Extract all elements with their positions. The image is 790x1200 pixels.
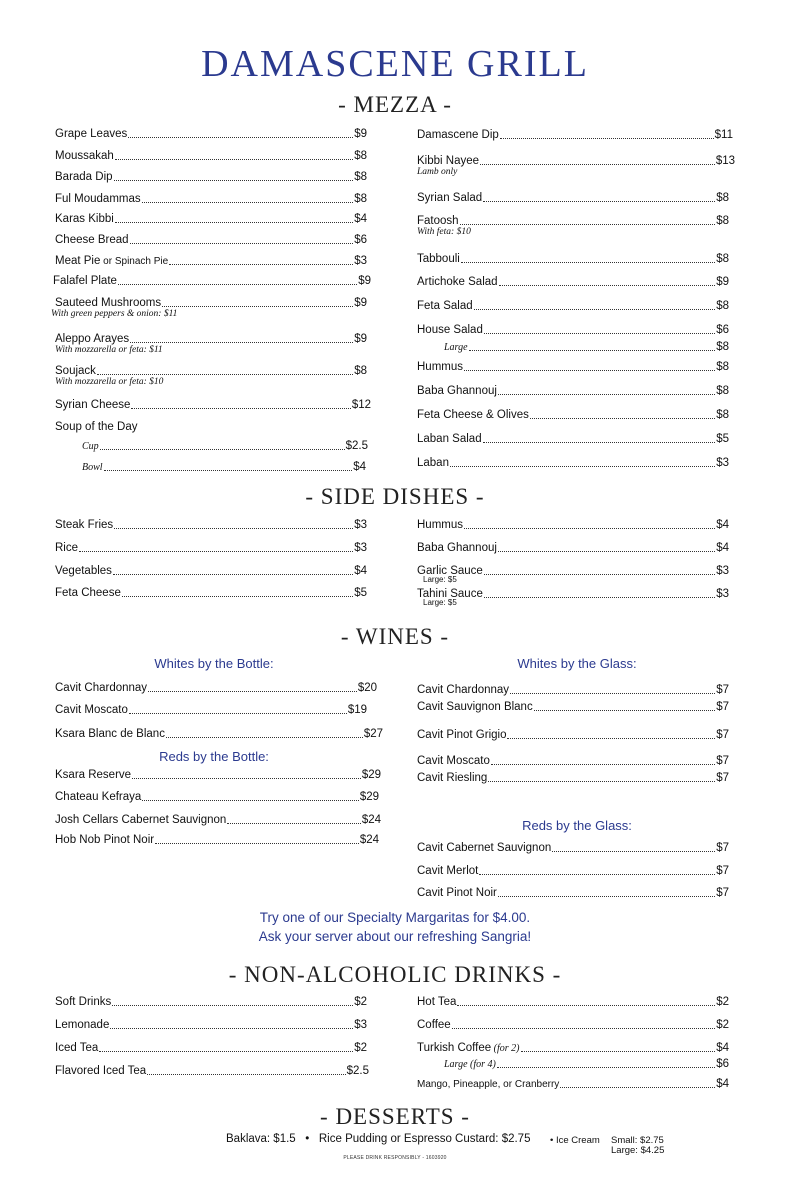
menu-item: Kibbi Nayee $13 bbox=[417, 155, 735, 167]
item-note: With mozzarella or feta: $11 bbox=[55, 345, 163, 355]
section-heading-sides: - SIDE DISHES - bbox=[305, 484, 485, 509]
menu-item: Sauteed Mushrooms $9 bbox=[55, 297, 367, 309]
item-note: With mozzarella or feta: $10 bbox=[55, 377, 164, 387]
wine-item: Ksara Blanc de Blanc $27 bbox=[55, 728, 383, 740]
wine-item: Cavit Moscato $7 bbox=[417, 755, 729, 767]
promo-margaritas: Try one of our Specialty Margaritas for $4.00. bbox=[259, 910, 531, 925]
menu-item-option: Bowl $4 bbox=[82, 461, 366, 473]
menu-item: Baba Ghannouj $4 bbox=[417, 542, 729, 554]
menu-item: Feta Cheese $5 bbox=[55, 587, 367, 599]
menu-item: Cheese Bread $6 bbox=[55, 234, 367, 246]
menu-item: Syrian Cheese $12 bbox=[55, 399, 371, 411]
promo-sangria: Ask your server about our refreshing Sangria! bbox=[258, 929, 532, 944]
wine-item: Chateau Kefraya $29 bbox=[55, 791, 379, 803]
wine-item: Cavit Riesling $7 bbox=[417, 772, 729, 784]
drink-item: Mango, Pineapple, or Cranberry $4 bbox=[417, 1078, 729, 1090]
drink-item: Hot Tea $2 bbox=[417, 996, 729, 1008]
wine-subheading: Reds by the Glass: bbox=[522, 818, 632, 833]
menu-item: Meat Pie or Spinach Pie $3 bbox=[55, 255, 367, 267]
menu-item: Ful Moudammas $8 bbox=[55, 193, 367, 205]
item-note: With green peppers & onion: $11 bbox=[51, 309, 178, 319]
wine-subheading: Reds by the Bottle: bbox=[159, 749, 269, 764]
menu-item: Tahini Sauce $3 bbox=[417, 588, 729, 600]
menu-item: Damascene Dip $11 bbox=[417, 129, 733, 141]
menu-item: Laban $3 bbox=[417, 457, 729, 469]
drink-item: Soft Drinks $2 bbox=[55, 996, 367, 1008]
section-heading-wines: - WINES - bbox=[340, 624, 450, 649]
wine-item: Cavit Moscato $19 bbox=[55, 704, 367, 716]
menu-item: Soup of the Day bbox=[55, 421, 138, 433]
wine-item: Cavit Cabernet Sauvignon $7 bbox=[417, 842, 729, 854]
wine-item: Cavit Pinot Noir $7 bbox=[417, 887, 729, 899]
drink-item: Turkish Coffee (for 2) $4 bbox=[417, 1042, 729, 1054]
menu-item: Fatoosh $8 bbox=[417, 215, 729, 227]
drink-item-option: Large (for 4) $6 bbox=[444, 1058, 729, 1070]
item-note: Lamb only bbox=[417, 167, 458, 177]
menu-item: Laban Salad $5 bbox=[417, 433, 729, 445]
wine-item: Hob Nob Pinot Noir $24 bbox=[55, 834, 379, 846]
drink-item: Flavored Iced Tea $2.5 bbox=[55, 1065, 369, 1077]
restaurant-title: DAMASCENE GRILL bbox=[201, 43, 589, 85]
menu-item: Barada Dip $8 bbox=[55, 171, 367, 183]
menu-item: Feta Salad $8 bbox=[417, 300, 729, 312]
menu-item-option: Cup $2.5 bbox=[82, 440, 368, 452]
menu-item: Rice $3 bbox=[55, 542, 367, 554]
menu-item-option: Large $8 bbox=[444, 341, 729, 353]
menu-item: Syrian Salad $8 bbox=[417, 192, 729, 204]
wine-item: Cavit Sauvignon Blanc $7 bbox=[417, 701, 729, 713]
menu-item: Hummus $4 bbox=[417, 519, 729, 531]
dessert-ice-cream-large: Large: $4.25 bbox=[611, 1145, 665, 1156]
section-heading-mezza: - MEZZA - bbox=[338, 92, 452, 117]
menu-item: Tabbouli $8 bbox=[417, 253, 729, 265]
menu-item: Falafel Plate $9 bbox=[53, 275, 371, 287]
menu-item: Artichoke Salad $9 bbox=[417, 276, 729, 288]
wine-item: Cavit Pinot Grigio $7 bbox=[417, 729, 729, 741]
drink-item: Coffee $2 bbox=[417, 1019, 729, 1031]
wine-item: Ksara Reserve $29 bbox=[55, 769, 381, 781]
wine-item: Josh Cellars Cabernet Sauvignon $24 bbox=[55, 814, 381, 826]
section-heading-drinks: - NON-ALCOHOLIC DRINKS - bbox=[228, 962, 562, 987]
dessert-line: Baklava: $1.5 • Rice Pudding or Espresso Custard: $2.75 bbox=[226, 1133, 531, 1145]
drink-item: Iced Tea $2 bbox=[55, 1042, 367, 1054]
section-heading-desserts: - DESSERTS - bbox=[320, 1104, 470, 1129]
menu-item: Baba Ghannouj $8 bbox=[417, 385, 729, 397]
menu-item: House Salad $6 bbox=[417, 324, 729, 336]
wine-subheading: Whites by the Bottle: bbox=[154, 656, 274, 671]
item-note: Large: $5 bbox=[423, 575, 457, 584]
menu-item: Garlic Sauce $3 bbox=[417, 565, 729, 577]
item-note: With feta: $10 bbox=[417, 227, 471, 237]
dessert-ice-cream: • Ice Cream bbox=[550, 1135, 600, 1146]
footer-note: PLEASE DRINK RESPONSIBLY - 1603920 bbox=[343, 1155, 447, 1161]
wine-item: Cavit Chardonnay $7 bbox=[417, 684, 729, 696]
menu-item: Grape Leaves $9 bbox=[55, 128, 367, 140]
wine-item: Cavit Merlot $7 bbox=[417, 865, 729, 877]
menu-item: Moussakah $8 bbox=[55, 150, 367, 162]
item-note: Large: $5 bbox=[423, 598, 457, 607]
menu-item: Soujack $8 bbox=[55, 365, 367, 377]
wine-subheading: Whites by the Glass: bbox=[517, 656, 637, 671]
menu-item: Hummus $8 bbox=[417, 361, 729, 373]
wine-item: Cavit Chardonnay $20 bbox=[55, 682, 377, 694]
menu-item: Steak Fries $3 bbox=[55, 519, 367, 531]
dessert-ice-cream-small: Small: $2.75 bbox=[611, 1135, 664, 1146]
menu-item: Vegetables $4 bbox=[55, 565, 367, 577]
menu-item: Feta Cheese & Olives $8 bbox=[417, 409, 729, 421]
drink-item: Lemonade $3 bbox=[55, 1019, 367, 1031]
menu-item: Aleppo Arayes $9 bbox=[55, 333, 367, 345]
menu-item: Karas Kibbi $4 bbox=[55, 213, 367, 225]
